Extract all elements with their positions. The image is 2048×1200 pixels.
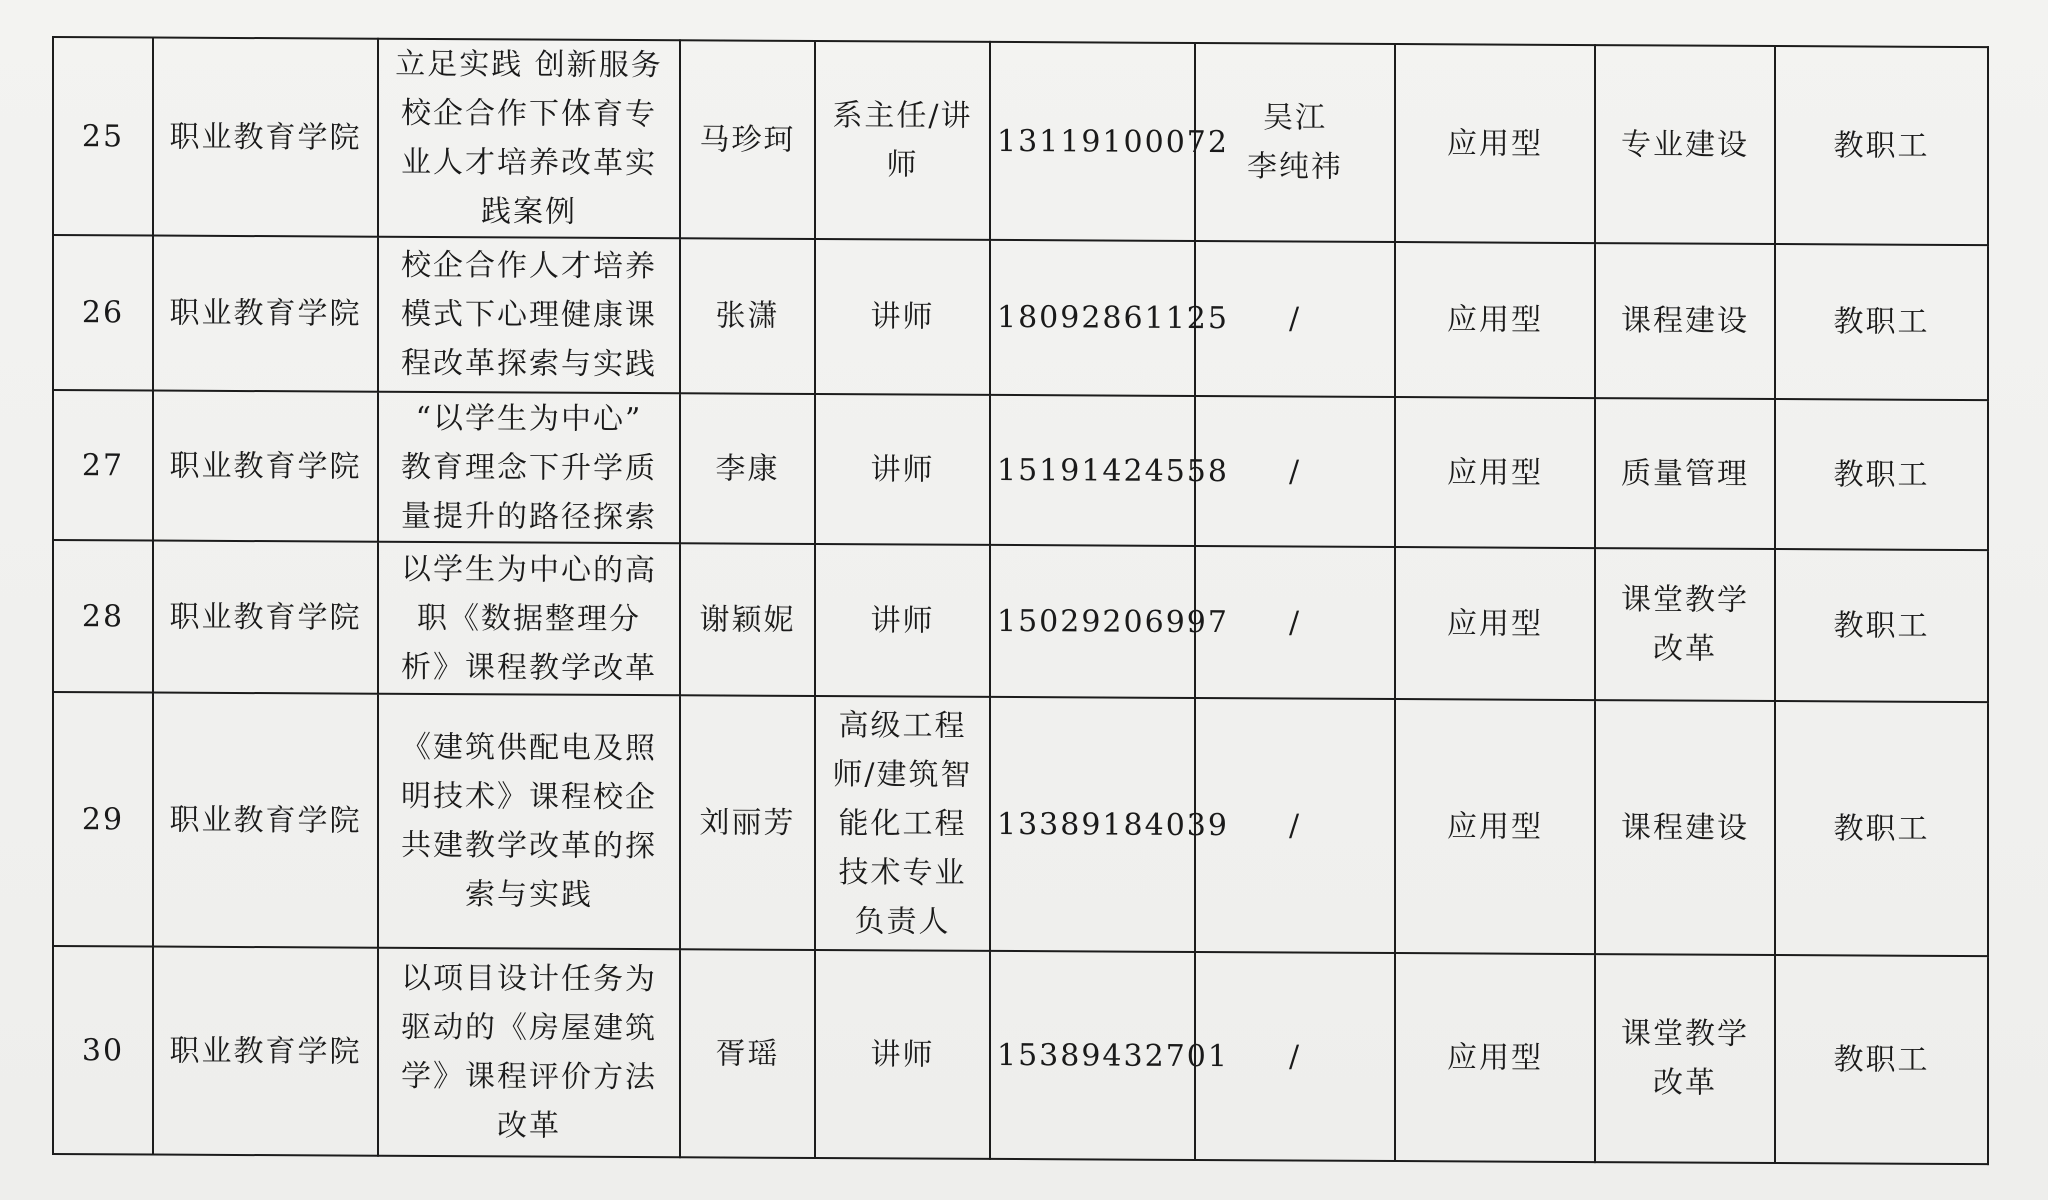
position-cell <box>815 41 990 240</box>
applicant-group-cell <box>1775 399 1988 550</box>
phone-text: 15389432701 <box>997 1037 1229 1074</box>
row-number-text: 28 <box>81 598 125 634</box>
phone-cell <box>990 240 1229 396</box>
applicant-group-cell <box>1775 244 1988 400</box>
leader-name-cell <box>680 949 815 1158</box>
table-row <box>53 692 1988 956</box>
position-cell <box>815 950 990 1159</box>
row-number-text: 26 <box>81 295 125 331</box>
row-number-cell <box>53 235 153 391</box>
phone-text: 13389184039 <box>997 806 1229 843</box>
project-title-text: “以学生为中心” 教育理念下升学质 量提升的路径探索 <box>401 400 657 535</box>
position-text: 高级工程 师/建筑智 能化工程 技术专业 负责人 <box>832 707 973 940</box>
phone-text: 15191424558 <box>997 452 1229 489</box>
college-text: 职业教育学院 <box>169 119 362 156</box>
college-cell <box>153 947 378 1156</box>
position-cell <box>815 394 990 545</box>
college-text: 职业教育学院 <box>169 448 362 485</box>
leader-name-text: 胥瑶 <box>715 1035 780 1072</box>
position-text: 讲师 <box>870 299 935 335</box>
leader-name-text: 李康 <box>715 450 780 487</box>
college-text: 职业教育学院 <box>169 1033 362 1070</box>
category-cell <box>1595 548 1775 701</box>
project-title-cell <box>378 237 680 394</box>
college-text: 职业教育学院 <box>169 802 362 839</box>
category-cell <box>1595 700 1775 955</box>
members-text: / <box>1288 604 1302 641</box>
row-number-cell <box>53 946 153 1155</box>
leader-name-text: 谢颖妮 <box>699 601 796 638</box>
position-text: 系主任/讲 师 <box>832 98 973 183</box>
applicant-group-text: 教职工 <box>1833 1041 1930 1078</box>
position-cell <box>815 239 990 395</box>
college-cell <box>153 236 378 392</box>
project-table <box>52 36 1989 1165</box>
applicant-group-cell <box>1775 549 1988 702</box>
college-cell <box>153 693 378 948</box>
category-text: 课程建设 <box>1621 809 1749 846</box>
category-text: 课堂教学 改革 <box>1621 1016 1749 1101</box>
applicant-group-text: 教职工 <box>1833 304 1930 340</box>
members-text: / <box>1288 807 1302 844</box>
project-type-text: 应用型 <box>1447 605 1543 642</box>
college-cell <box>153 38 378 237</box>
applicant-group-text: 教职工 <box>1833 607 1930 644</box>
position-text: 讲师 <box>870 1036 935 1073</box>
college-text: 职业教育学院 <box>169 295 362 332</box>
row-number-cell <box>53 692 153 947</box>
leader-name-cell <box>680 238 815 394</box>
phone-cell <box>990 545 1229 698</box>
phone-cell <box>990 395 1229 546</box>
members-text: / <box>1288 1038 1302 1075</box>
category-cell <box>1595 954 1775 1163</box>
members-text: / <box>1288 453 1302 490</box>
leader-name-cell <box>680 543 815 696</box>
category-text: 专业建设 <box>1621 126 1749 163</box>
leader-name-cell <box>680 393 815 544</box>
project-title-cell <box>378 694 680 950</box>
phone-text: 13119100072 <box>997 123 1229 160</box>
leader-name-text: 张潇 <box>715 298 780 334</box>
phone-cell <box>990 42 1229 241</box>
category-text: 课堂教学 改革 <box>1621 582 1749 667</box>
project-title-text: 《建筑供配电及照 明技术》课程校企 共建教学改革的探 索与实践 <box>401 729 657 913</box>
project-title-text: 以学生为中心的高 职《数据整理分 析》课程教学改革 <box>401 551 657 686</box>
position-cell <box>815 696 990 951</box>
members-text: / <box>1288 301 1302 337</box>
college-cell <box>153 541 378 694</box>
category-text: 课程建设 <box>1621 303 1749 339</box>
applicant-group-text: 教职工 <box>1833 810 1930 847</box>
category-cell <box>1595 45 1775 244</box>
project-type-cell <box>1395 699 1595 954</box>
table-row <box>53 540 1988 702</box>
applicant-group-cell <box>1775 955 1988 1164</box>
project-type-cell <box>1395 242 1595 398</box>
college-cell <box>153 391 378 542</box>
phone-text: 18092861125 <box>997 299 1229 337</box>
project-type-cell <box>1395 44 1595 243</box>
phone-cell <box>990 697 1229 952</box>
college-text: 职业教育学院 <box>169 599 362 636</box>
applicant-group-text: 教职工 <box>1833 456 1930 493</box>
row-number-text: 29 <box>81 801 125 837</box>
phone-cell <box>990 951 1229 1160</box>
project-title-cell <box>378 542 680 696</box>
project-type-text: 应用型 <box>1447 125 1543 162</box>
row-number-cell <box>53 540 153 693</box>
category-cell <box>1595 243 1775 399</box>
position-text: 讲师 <box>870 602 935 639</box>
project-type-cell <box>1395 547 1595 700</box>
project-type-cell <box>1395 953 1595 1162</box>
members-text: 吴江 李纯祎 <box>1247 100 1343 185</box>
position-cell <box>815 544 990 697</box>
project-title-text: 以项目设计任务为 驱动的《房屋建筑 学》课程评价方法 改革 <box>401 960 657 1144</box>
row-number-text: 30 <box>81 1032 125 1068</box>
applicant-group-cell <box>1775 701 1988 956</box>
table-row <box>53 37 1988 245</box>
project-title-cell <box>378 392 680 544</box>
phone-text: 15029206997 <box>997 603 1229 640</box>
project-title-cell <box>378 948 680 1158</box>
project-type-text: 应用型 <box>1447 808 1543 845</box>
applicant-group-text: 教职工 <box>1833 127 1930 164</box>
table-row <box>53 390 1988 550</box>
project-title-text: 立足实践 创新服务 校企合作下体育专 业人才培养改革实 践案例 <box>395 46 663 230</box>
row-number-cell <box>53 390 153 541</box>
project-title-cell <box>378 39 680 239</box>
position-text: 讲师 <box>870 451 935 488</box>
row-number-text: 25 <box>81 118 125 154</box>
leader-name-cell <box>680 40 815 239</box>
row-number-cell <box>53 37 153 236</box>
row-number-text: 27 <box>81 447 125 483</box>
project-type-text: 应用型 <box>1447 454 1543 491</box>
leader-name-cell <box>680 695 815 950</box>
leader-name-text: 马珍珂 <box>699 121 796 158</box>
project-type-text: 应用型 <box>1447 1039 1543 1076</box>
applicant-group-cell <box>1775 46 1988 245</box>
category-cell <box>1595 398 1775 549</box>
category-text: 质量管理 <box>1621 455 1749 492</box>
project-title-text: 校企合作人才培养 模式下心理健康课 程改革探索与实践 <box>401 247 657 383</box>
table-row <box>53 946 1988 1164</box>
project-type-text: 应用型 <box>1447 302 1543 338</box>
leader-name-text: 刘丽芳 <box>699 804 796 841</box>
project-type-cell <box>1395 397 1595 548</box>
table-row <box>53 235 1988 400</box>
